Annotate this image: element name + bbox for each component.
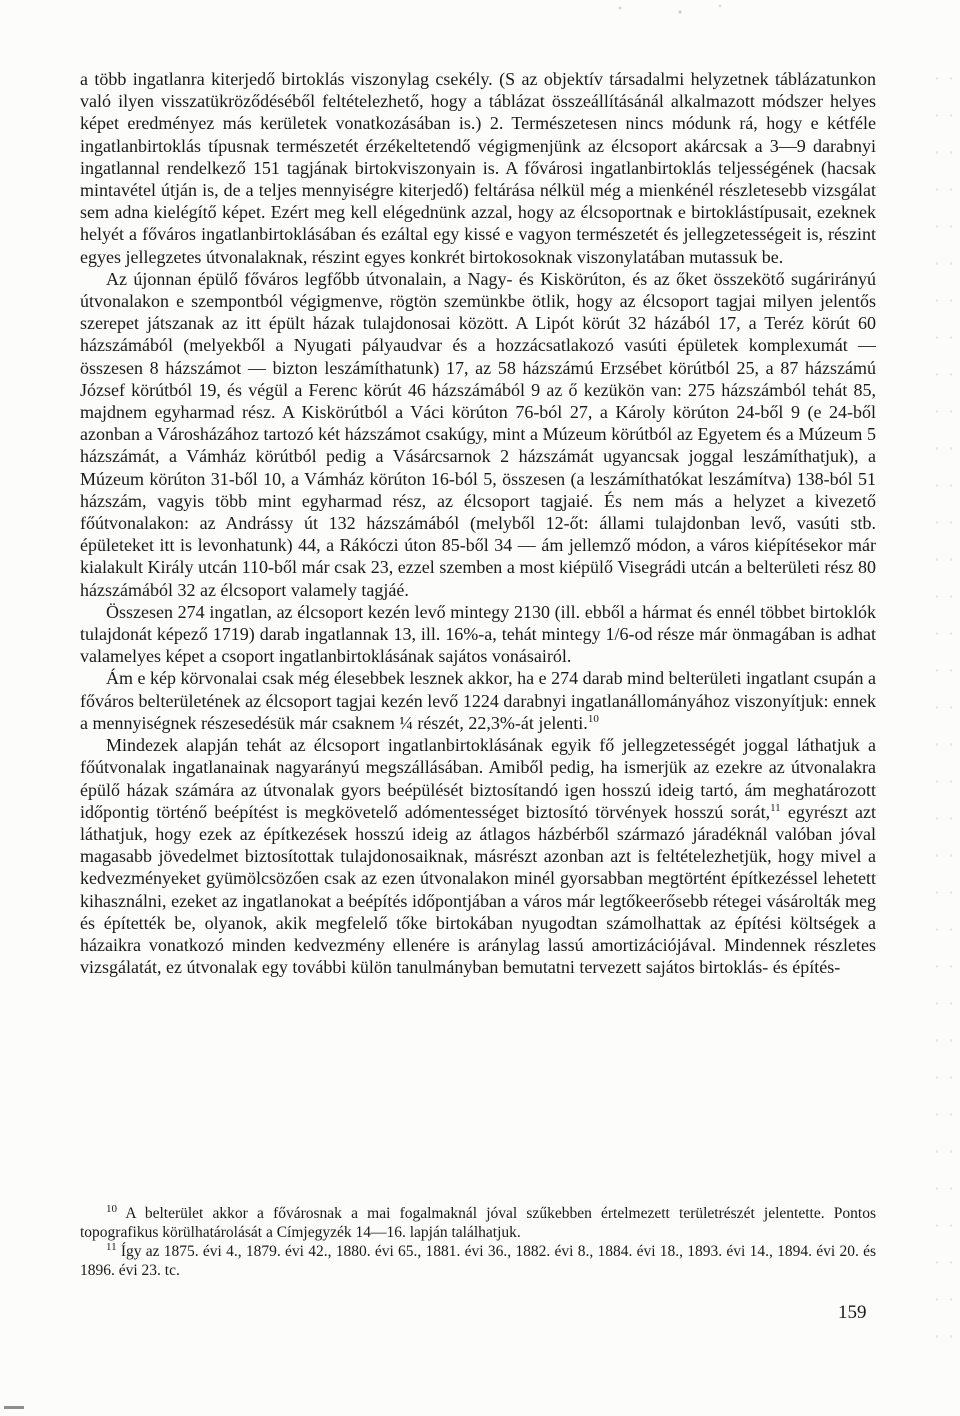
scan-corner-mark: [4, 1406, 24, 1409]
scan-noise-top: [560, 0, 760, 20]
paragraph-text: Összesen 274 ingatlan, az élcsoport kezén levő mintegy 2130 (ill. ebből a hármat és ennél többet birtoklók tulajdonát képező 1719) darab ingatlannak 13, ill. 16%-a, tehát mintegy 1/6-od része már önmagában is adhat valamelyes képet a csoport ingatlanbirtoklásának sajátos vonásairól.: [80, 601, 876, 667]
paragraph: [80, 268, 876, 601]
footnote: [80, 1204, 876, 1242]
footnote-text: Így az 1875. évi 4., 1879. évi 42., 1880. évi 65., 1881. évi 36., 1882. évi 8., 1884. évi 18., 1893. évi 14., 1894. évi 20. és 1896. évi 23. tc.: [80, 1243, 876, 1279]
footnote-number: 10: [106, 1202, 117, 1215]
footnote-number: 11: [106, 1240, 117, 1253]
paragraph: [80, 68, 876, 268]
footnote-text: A belterület akkor a fővárosnak a mai fogalmaknál jóval szűkebben értelmezett területrészét jelentette. Pontos topografikus körülhatárolását a Címjegyzék 14—16. lapján találhatjuk.: [80, 1205, 876, 1241]
page-number: 159: [838, 1302, 867, 1323]
paragraph-text: a több ingatlanra kiterjedő birtoklás viszonylag csekély. (S az objektív társadalmi helyzetnek táblázatunkon való ilyen visszatükröződéséből feltételezhető, hogy a táblázat összeállításánál alkalmazott módszer helyes képet eredményez más kerületek vonatkozásában is.) 2. Természetesen nincs módunk rá, hogy e kétféle ingatlanbirtoklás típusnak természetét érzékeltetendő végigmenjünk az élcsoport akárcsak a 3—9 darabnyi ingatlannal rendelkező 151 tagjának birtokviszonyain is. A fővárosi ingatlanbirtoklás teljességének (hacsak mintavétel útján is, de a teljes mennyiségre kiterjedő) feltárása nélkül még a mienkénél részletesebb vizsgálat sem adna kielégítő képet. Ezért meg kell elégednünk azzal, hogy az élcsoportnak e birtoklástípusait, ezeknek helyét a főváros ingatlanbirtoklásában és ezáltal egy kissé e vagyon természetét és jellegzetességeit is, részint egyes jellegzetes útvonalaknak, részint egyes konkrét birtokosoknak viszonylatában mutassuk be.: [80, 69, 876, 267]
paragraph: [80, 601, 876, 668]
footnotes: [80, 1204, 876, 1280]
paragraph-text: Mindezek alapján tehát az élcsoport ingatlanbirtoklásának egyik fő jellegzetességét joggal láthatjuk a főútvonalak ingatlanainak nagyarányú megszállásában. Amiből pedig, ha ismerjük az ezekre az útvonalakra épülő házak számára az útvonalak gyors beépülését biztosítandó igen hosszú ideig tartó, ám meghatározott időpontig történő beépítést is megkövetelő adómentességet biztosító törvények hosszú sorát,: [80, 735, 876, 822]
paragraph: [80, 667, 876, 734]
footnote-reference: 11: [770, 801, 781, 814]
paragraph-text: egyrészt azt láthatjuk, hogy ezek az építkezések hosszú ideig az átlagos házbérből származó járadéknál valóban jóval magasabb jövedelmet biztosítottak tulajdonosaiknak, másrészt azonban azt is feltételezhetjük, hogy mivel a kedvezményeket gyümölcsözően csak az ezen útvonalakon minél gyorsabban megtörtént építkezéssel lehetett kihasználni, ezeket az ingatlanokat a beépítés időpontjában a város már legtőkeerősebb rétegei vásárolták meg és építették be, olyanok, akik megfelelő tőke birtokában nyugodtan számolhattak az építési költségek a házaikra vonatkozó minden kedvezmény ellenére is aránylag lassú amortizációjával. Mindennek részletes vizsgálatát, ez útvonalak egy további külön tanulmányban bemutatni tervezett sajátos birtoklás- és építés-: [80, 801, 876, 978]
footnote: [80, 1242, 876, 1280]
body-text: [80, 68, 876, 978]
scan-noise-right: [930, 60, 960, 1360]
paragraph-text: Az újonnan épülő főváros legfőbb útvonalain, a Nagy- és Kiskörúton, és az őket összekötő sugárirányú útvonalakon e szempontból végigmenve, rögtön szemünkbe ötlik, hogy az élcsoport tagjai milyen jelentős szerepet játszanak az itt épült házak tulajdonosai között. A Lipót körút 32 házából 17, a Teréz körút 60 házszámából (melyekből a Nyugati pályaudvar és a hozzácsatlakozó vasúti épületek komplexumát — összesen 8 házszámot — bizton leszámíthatunk) 17, az 58 házszámú Erzsébet körútból 25, a 87 házszámú József körútból 19, és végül a Ferenc körút 46 házszámából 9 az ő kezükön van: 275 házszámból tehát 85, majdnem egyharmad rész. A Kiskörútból a Váci körúton 76-ból 27, a Károly körúton 24-ből 9 (e 24-ből azonban a Városházához tartozó két házszámot csakúgy, mint a Múzeum körútból az Egyetem és a Múzeum 5 házszámát, a Vámház körútból pedig a Vásárcsarnok 2 házszámát ugyancsak joggal leszámíthatjuk), a Múzeum körúton 31-ből 10, a Vámház körúton 16-ból 5, összesen (a leszámíthatókat leszámítva) 138-ból 51 házszám, vagyis több mint egyharmad rész, az élcsoport tagjaié. És nem más a helyzet a kivezető főútvonalakon: az Andrássy út 132 házszámából (melyből 12-őt: állami tulajdonban levő, vasúti stb. épületeket itt is levonhatunk) 44, a Rákóczi úton 85-ből 34 — ám jellemző módon, a város kiépítésekor már kialakult Király utcán 110-ből már csak 23, ezzel szemben a most kiépülő Visegrádi utcán a belterületi rész 80 házszámából 32 az élcsoport valamely tagjáé.: [80, 268, 876, 600]
footnote-reference: 10: [587, 712, 599, 725]
paragraph: [80, 734, 876, 978]
paragraph-text: Ám e kép körvonalai csak még élesebbek lesznek akkor, ha e 274 darab mind belterületi ingatlant csupán a főváros belterületének az élcsoport tagjai kezén levő 1224 darabnyi ingatlanállományához viszonyítjuk: ennek a mennyiségnek részesedésük már csaknem ¼ részét, 22,3%-át jelenti.: [80, 668, 877, 733]
